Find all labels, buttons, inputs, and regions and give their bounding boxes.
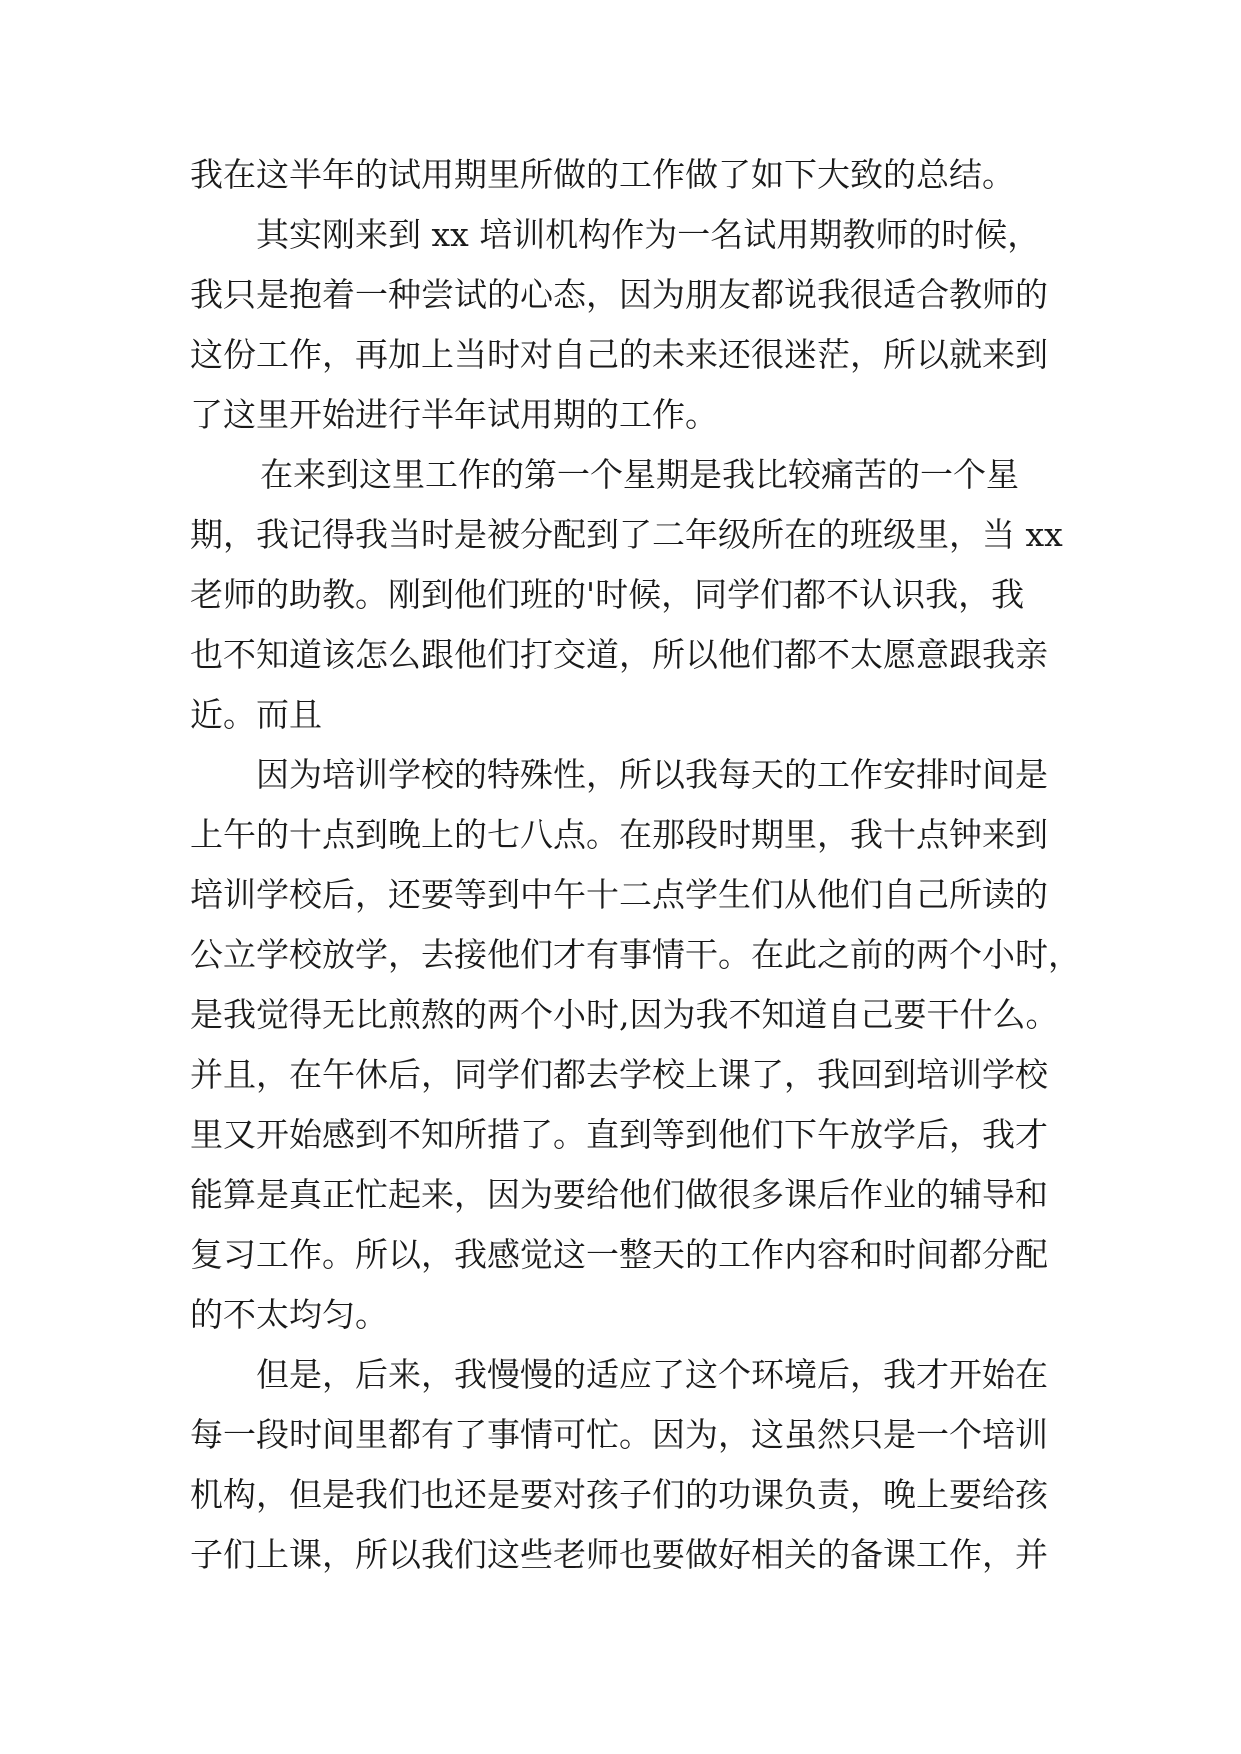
text-line: 每一段时间里都有了事情可忙。因为，这虽然只是一个培训 [190, 1415, 1048, 1454]
text-line: 复习工作。所以，我感觉这一整天的工作内容和时间都分配 [190, 1235, 1048, 1274]
text-line: 上午的十点到晚上的七八点。在那段时期里，我十点钟来到 [190, 815, 1048, 854]
text-line: 老师的助教。刚到他们班的'时候，同学们都不认识我，我 [190, 575, 1025, 614]
text-line: 的不太均匀。 [190, 1295, 388, 1334]
text-line: 是我觉得无比煎熬的两个小时,因为我不知道自己要干什么。 [190, 995, 1059, 1034]
text-line: 我只是抱着一种尝试的心态，因为朋友都说我很适合教师的 [190, 275, 1048, 314]
text-line: 公立学校放学，去接他们才有事情干。在此之前的两个小时， [190, 935, 1081, 974]
text-line: 因为培训学校的特殊性，所以我每天的工作安排时间是 [256, 755, 1048, 794]
text-line: 子们上课，所以我们这些老师也要做好相关的备课工作，并 [190, 1535, 1048, 1574]
text-line: 其实刚来到 xx 培训机构作为一名试用期教师的时候， [256, 215, 1041, 254]
text-line: 能算是真正忙起来，因为要给他们做很多课后作业的辅导和 [190, 1175, 1048, 1214]
text-line: 并且，在午休后，同学们都去学校上课了，我回到培训学校 [190, 1055, 1048, 1094]
text-line: 期，我记得我当时是被分配到了二年级所在的班级里，当 xx [190, 515, 1063, 554]
text-line: 里又开始感到不知所措了。直到等到他们下午放学后，我才 [190, 1115, 1048, 1154]
text-line: 机构，但是我们也还是要对孩子们的功课负责，晚上要给孩 [190, 1475, 1048, 1514]
text-line: 近。而且 [190, 695, 322, 734]
text-line: 了这里开始进行半年试用期的工作。 [190, 395, 718, 434]
text-line: 但是，后来，我慢慢的适应了这个环境后，我才开始在 [256, 1355, 1048, 1394]
text-line: 培训学校后，还要等到中午十二点学生们从他们自己所读的 [190, 875, 1048, 914]
text-line: 在来到这里工作的第一个星期是我比较痛苦的一个星 [260, 455, 1019, 494]
text-line: 我在这半年的试用期里所做的工作做了如下大致的总结。 [190, 155, 1015, 194]
text-line: 这份工作，再加上当时对自己的未来还很迷茫，所以就来到 [190, 335, 1048, 374]
text-line: 也不知道该怎么跟他们打交道，所以他们都不太愿意跟我亲 [190, 635, 1048, 674]
